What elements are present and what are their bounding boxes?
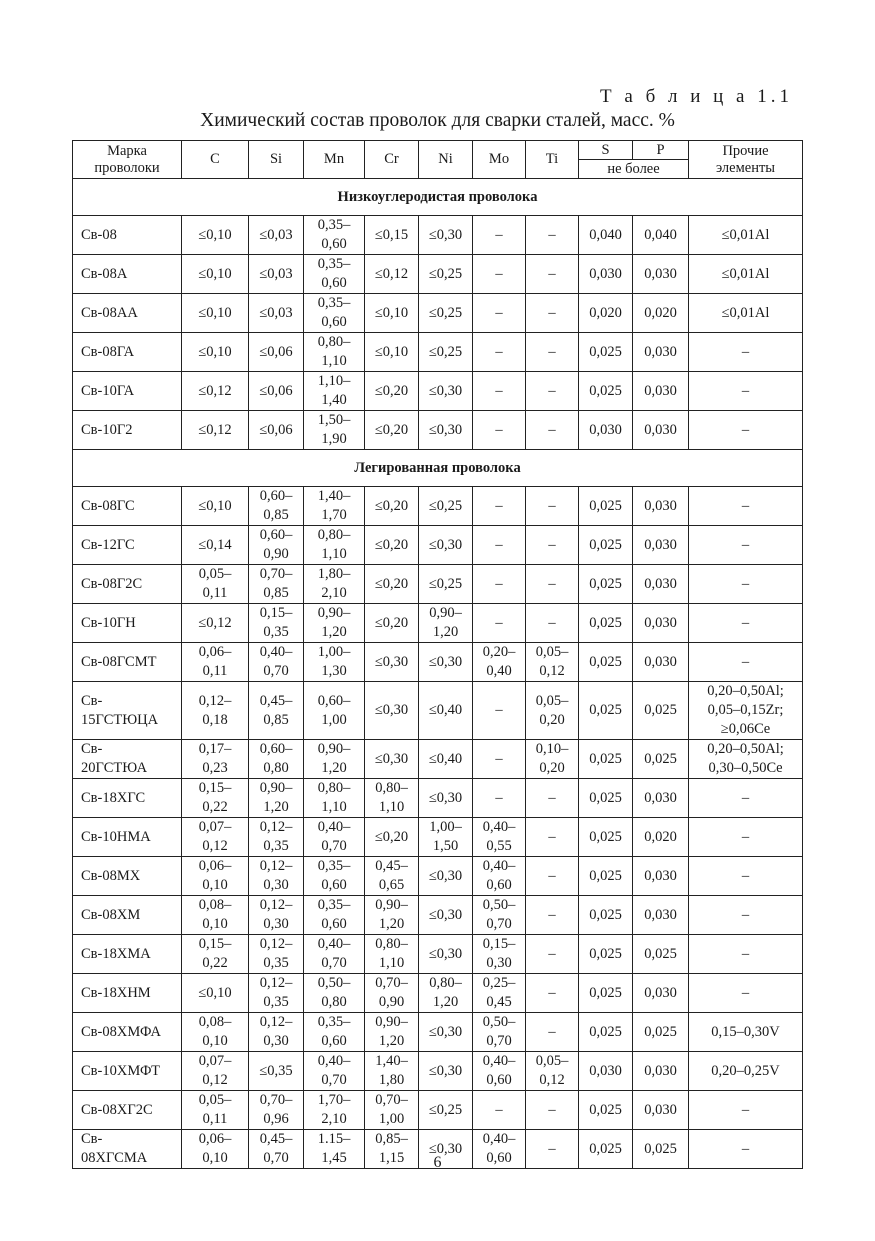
cell-mn: 1,70– 2,10 bbox=[304, 1091, 365, 1130]
cell-mark: Св-10НМА bbox=[73, 818, 182, 857]
table-row bbox=[73, 372, 803, 411]
cell-ni: ≤0,30 bbox=[419, 1052, 473, 1091]
cell-mark: Св-10ГН bbox=[73, 604, 182, 643]
cell-p: 0,025 bbox=[633, 740, 689, 779]
header-mn: Mn bbox=[304, 141, 365, 179]
cell-si: 0,12– 0,35 bbox=[249, 818, 304, 857]
header-mark: Марка проволоки bbox=[73, 141, 182, 179]
cell-cr: 0,80– 1,10 bbox=[365, 779, 419, 818]
cell-p: 0,025 bbox=[633, 682, 689, 740]
table-row bbox=[73, 974, 803, 1013]
cell-si: 0,12– 0,35 bbox=[249, 935, 304, 974]
cell-other: – bbox=[689, 604, 803, 643]
cell-ti: – bbox=[526, 896, 579, 935]
cell-si: ≤0,03 bbox=[249, 294, 304, 333]
cell-ti: – bbox=[526, 333, 579, 372]
cell-cr: ≤0,30 bbox=[365, 740, 419, 779]
cell-mn: 0,40– 0,70 bbox=[304, 1052, 365, 1091]
cell-s: 0,020 bbox=[579, 294, 633, 333]
cell-ni: ≤0,30 bbox=[419, 411, 473, 450]
cell-cr: ≤0,20 bbox=[365, 526, 419, 565]
cell-cr: ≤0,20 bbox=[365, 411, 419, 450]
header-sp-note: не более bbox=[579, 160, 689, 179]
cell-mark: Св-08Г2С bbox=[73, 565, 182, 604]
cell-s: 0,025 bbox=[579, 818, 633, 857]
cell-ti: – bbox=[526, 818, 579, 857]
cell-mo: – bbox=[473, 1091, 526, 1130]
cell-c: 0,15– 0,22 bbox=[182, 935, 249, 974]
cell-p: 0,030 bbox=[633, 526, 689, 565]
cell-ti: – bbox=[526, 565, 579, 604]
cell-ti: – bbox=[526, 857, 579, 896]
section-title: Легированная проволока bbox=[73, 450, 803, 487]
cell-si: 0,12– 0,35 bbox=[249, 974, 304, 1013]
cell-ni: ≤0,30 bbox=[419, 935, 473, 974]
section-title: Низкоуглеродистая проволока bbox=[73, 179, 803, 216]
cell-ni: 1,00– 1,50 bbox=[419, 818, 473, 857]
cell-si: 0,40– 0,70 bbox=[249, 643, 304, 682]
cell-mn: 0,40– 0,70 bbox=[304, 818, 365, 857]
cell-other: – bbox=[689, 896, 803, 935]
table-row bbox=[73, 216, 803, 255]
cell-si: 0,12– 0,30 bbox=[249, 896, 304, 935]
cell-p: 0,030 bbox=[633, 604, 689, 643]
cell-cr: ≤0,20 bbox=[365, 565, 419, 604]
cell-mo: – bbox=[473, 740, 526, 779]
cell-p: 0,020 bbox=[633, 818, 689, 857]
cell-other: – bbox=[689, 643, 803, 682]
cell-mo: 0,15– 0,30 bbox=[473, 935, 526, 974]
cell-cr: 0,90– 1,20 bbox=[365, 1013, 419, 1052]
cell-mn: 0,90– 1,20 bbox=[304, 604, 365, 643]
cell-mn: 0,90– 1,20 bbox=[304, 740, 365, 779]
cell-c: 0,06– 0,10 bbox=[182, 1130, 249, 1169]
cell-mn: 0,35– 0,60 bbox=[304, 294, 365, 333]
cell-mo: 0,40– 0,60 bbox=[473, 1052, 526, 1091]
cell-s: 0,025 bbox=[579, 643, 633, 682]
cell-mo: 0,40– 0,55 bbox=[473, 818, 526, 857]
cell-mo: – bbox=[473, 682, 526, 740]
cell-mn: 1,80– 2,10 bbox=[304, 565, 365, 604]
cell-other: – bbox=[689, 487, 803, 526]
table-row bbox=[73, 411, 803, 450]
cell-c: 0,07– 0,12 bbox=[182, 818, 249, 857]
cell-mark: Св- 15ГСТЮЦА bbox=[73, 682, 182, 740]
cell-other: 0,20–0,50Al; 0,30–0,50Ce bbox=[689, 740, 803, 779]
cell-mo: – bbox=[473, 604, 526, 643]
cell-c: ≤0,10 bbox=[182, 216, 249, 255]
cell-s: 0,025 bbox=[579, 372, 633, 411]
table-row bbox=[73, 935, 803, 974]
cell-s: 0,025 bbox=[579, 565, 633, 604]
cell-cr: ≤0,20 bbox=[365, 372, 419, 411]
cell-s: 0,025 bbox=[579, 896, 633, 935]
cell-mark: Св-08 bbox=[73, 216, 182, 255]
cell-mark: Св-08МХ bbox=[73, 857, 182, 896]
cell-mo: 0,40– 0,60 bbox=[473, 1130, 526, 1169]
cell-mn: 0,35– 0,60 bbox=[304, 857, 365, 896]
cell-other: ≤0,01Al bbox=[689, 255, 803, 294]
cell-ti: 0,05– 0,12 bbox=[526, 643, 579, 682]
cell-mo: 0,25– 0,45 bbox=[473, 974, 526, 1013]
cell-si: ≤0,35 bbox=[249, 1052, 304, 1091]
cell-mo: – bbox=[473, 487, 526, 526]
cell-cr: 0,80– 1,10 bbox=[365, 935, 419, 974]
section-row bbox=[73, 450, 803, 487]
cell-p: 0,030 bbox=[633, 857, 689, 896]
cell-mark: Св-08ГСМТ bbox=[73, 643, 182, 682]
cell-p: 0,030 bbox=[633, 779, 689, 818]
cell-p: 0,040 bbox=[633, 216, 689, 255]
cell-s: 0,025 bbox=[579, 333, 633, 372]
cell-other: – bbox=[689, 565, 803, 604]
table-row bbox=[73, 255, 803, 294]
cell-ni: ≤0,25 bbox=[419, 333, 473, 372]
cell-mark: Св-10Г2 bbox=[73, 411, 182, 450]
cell-cr: ≤0,12 bbox=[365, 255, 419, 294]
table-row bbox=[73, 333, 803, 372]
cell-mark: Св-12ГС bbox=[73, 526, 182, 565]
cell-other: – bbox=[689, 411, 803, 450]
cell-mark: Св-10ХМФТ bbox=[73, 1052, 182, 1091]
cell-ni: ≤0,30 bbox=[419, 372, 473, 411]
cell-mo: 0,50– 0,70 bbox=[473, 896, 526, 935]
cell-cr: 0,70– 0,90 bbox=[365, 974, 419, 1013]
cell-s: 0,025 bbox=[579, 935, 633, 974]
cell-mn: 0,80– 1,10 bbox=[304, 779, 365, 818]
cell-mark: Св-08ХМ bbox=[73, 896, 182, 935]
cell-ti: 0,05– 0,12 bbox=[526, 1052, 579, 1091]
cell-cr: ≤0,10 bbox=[365, 333, 419, 372]
cell-s: 0,040 bbox=[579, 216, 633, 255]
cell-c: ≤0,12 bbox=[182, 372, 249, 411]
cell-p: 0,030 bbox=[633, 255, 689, 294]
header-si: Si bbox=[249, 141, 304, 179]
cell-ni: ≤0,40 bbox=[419, 740, 473, 779]
cell-ti: – bbox=[526, 294, 579, 333]
cell-p: 0,030 bbox=[633, 333, 689, 372]
cell-c: 0,06– 0,10 bbox=[182, 857, 249, 896]
cell-mark: Св-18ХНМ bbox=[73, 974, 182, 1013]
cell-mo: – bbox=[473, 526, 526, 565]
cell-c: ≤0,10 bbox=[182, 255, 249, 294]
cell-cr: ≤0,30 bbox=[365, 682, 419, 740]
cell-mn: 0,60– 1,00 bbox=[304, 682, 365, 740]
cell-p: 0,030 bbox=[633, 1091, 689, 1130]
cell-other: – bbox=[689, 818, 803, 857]
cell-c: 0,06– 0,11 bbox=[182, 643, 249, 682]
cell-cr: 0,90– 1,20 bbox=[365, 896, 419, 935]
cell-si: 0,12– 0,30 bbox=[249, 857, 304, 896]
cell-ni: ≤0,30 bbox=[419, 779, 473, 818]
cell-s: 0,030 bbox=[579, 411, 633, 450]
cell-si: ≤0,03 bbox=[249, 255, 304, 294]
cell-p: 0,020 bbox=[633, 294, 689, 333]
cell-s: 0,025 bbox=[579, 604, 633, 643]
table-row bbox=[73, 1052, 803, 1091]
cell-ni: ≤0,30 bbox=[419, 643, 473, 682]
cell-mark: Св-08ХГ2С bbox=[73, 1091, 182, 1130]
header-s: S bbox=[579, 141, 633, 160]
cell-ti: 0,10– 0,20 bbox=[526, 740, 579, 779]
cell-si: 0,12– 0,30 bbox=[249, 1013, 304, 1052]
cell-ti: – bbox=[526, 526, 579, 565]
cell-si: 0,60– 0,90 bbox=[249, 526, 304, 565]
table-row bbox=[73, 565, 803, 604]
cell-mo: – bbox=[473, 333, 526, 372]
cell-ti: – bbox=[526, 487, 579, 526]
cell-s: 0,025 bbox=[579, 974, 633, 1013]
cell-mn: 1,50– 1,90 bbox=[304, 411, 365, 450]
cell-other: – bbox=[689, 974, 803, 1013]
cell-si: 0,45– 0,70 bbox=[249, 1130, 304, 1169]
table-row bbox=[73, 604, 803, 643]
cell-ti: – bbox=[526, 935, 579, 974]
cell-c: ≤0,10 bbox=[182, 294, 249, 333]
cell-p: 0,025 bbox=[633, 1130, 689, 1169]
cell-ti: – bbox=[526, 411, 579, 450]
header-cr: Cr bbox=[365, 141, 419, 179]
page-number: 6 bbox=[433, 1154, 442, 1171]
cell-ni: ≤0,30 bbox=[419, 1013, 473, 1052]
cell-mn: 0,35– 0,60 bbox=[304, 216, 365, 255]
cell-cr: ≤0,10 bbox=[365, 294, 419, 333]
cell-p: 0,030 bbox=[633, 565, 689, 604]
table-row bbox=[73, 740, 803, 779]
cell-mn: 1.15– 1,45 bbox=[304, 1130, 365, 1169]
cell-c: 0,07– 0,12 bbox=[182, 1052, 249, 1091]
cell-mo: 0,40– 0,60 bbox=[473, 857, 526, 896]
cell-ni: ≤0,40 bbox=[419, 682, 473, 740]
cell-cr: 1,40– 1,80 bbox=[365, 1052, 419, 1091]
cell-mn: 0,80– 1,10 bbox=[304, 333, 365, 372]
cell-mark: Св-08ГА bbox=[73, 333, 182, 372]
cell-cr: ≤0,20 bbox=[365, 604, 419, 643]
cell-other: – bbox=[689, 857, 803, 896]
cell-ni: ≤0,25 bbox=[419, 487, 473, 526]
cell-si: 0,60– 0,85 bbox=[249, 487, 304, 526]
cell-ti: – bbox=[526, 1091, 579, 1130]
cell-other: 0,20–0,25V bbox=[689, 1052, 803, 1091]
cell-mo: – bbox=[473, 779, 526, 818]
table-row bbox=[73, 1013, 803, 1052]
cell-s: 0,025 bbox=[579, 1130, 633, 1169]
cell-ni: ≤0,30 bbox=[419, 216, 473, 255]
cell-cr: 0,70– 1,00 bbox=[365, 1091, 419, 1130]
cell-c: ≤0,10 bbox=[182, 487, 249, 526]
cell-ti: 0,05– 0,20 bbox=[526, 682, 579, 740]
cell-si: 0,90– 1,20 bbox=[249, 779, 304, 818]
table-row bbox=[73, 857, 803, 896]
cell-s: 0,025 bbox=[579, 526, 633, 565]
cell-mo: 0,20– 0,40 bbox=[473, 643, 526, 682]
cell-mn: 0,50– 0,80 bbox=[304, 974, 365, 1013]
cell-mn: 1,40– 1,70 bbox=[304, 487, 365, 526]
cell-p: 0,030 bbox=[633, 643, 689, 682]
header-ti: Ti bbox=[526, 141, 579, 179]
cell-mark: Св-08АА bbox=[73, 294, 182, 333]
cell-mo: 0,50– 0,70 bbox=[473, 1013, 526, 1052]
cell-ti: – bbox=[526, 255, 579, 294]
cell-mark: Св-08ГС bbox=[73, 487, 182, 526]
cell-ti: – bbox=[526, 1130, 579, 1169]
table-row bbox=[73, 487, 803, 526]
cell-p: 0,025 bbox=[633, 935, 689, 974]
cell-ni: ≤0,30 bbox=[419, 896, 473, 935]
cell-s: 0,025 bbox=[579, 740, 633, 779]
cell-cr: ≤0,20 bbox=[365, 818, 419, 857]
cell-ni: ≤0,30 bbox=[419, 1130, 473, 1169]
cell-si: 0,70– 0,96 bbox=[249, 1091, 304, 1130]
cell-ni: 0,90– 1,20 bbox=[419, 604, 473, 643]
header-ni: Ni bbox=[419, 141, 473, 179]
header-c: C bbox=[182, 141, 249, 179]
table-row bbox=[73, 643, 803, 682]
cell-c: 0,05– 0,11 bbox=[182, 565, 249, 604]
cell-mn: 0,35– 0,60 bbox=[304, 255, 365, 294]
cell-p: 0,030 bbox=[633, 411, 689, 450]
cell-s: 0,025 bbox=[579, 779, 633, 818]
header-row bbox=[73, 141, 803, 160]
cell-mo: – bbox=[473, 294, 526, 333]
cell-ni: ≤0,25 bbox=[419, 255, 473, 294]
cell-p: 0,030 bbox=[633, 372, 689, 411]
cell-ni: ≤0,30 bbox=[419, 526, 473, 565]
cell-c: 0,08– 0,10 bbox=[182, 896, 249, 935]
cell-si: ≤0,06 bbox=[249, 333, 304, 372]
table-number: Т а б л и ц а 1.1 bbox=[600, 86, 793, 107]
cell-c: 0,12– 0,18 bbox=[182, 682, 249, 740]
table-row bbox=[73, 896, 803, 935]
cell-si: 0,70– 0,85 bbox=[249, 565, 304, 604]
table-row bbox=[73, 526, 803, 565]
cell-c: ≤0,14 bbox=[182, 526, 249, 565]
cell-mn: 0,80– 1,10 bbox=[304, 526, 365, 565]
table-row bbox=[73, 779, 803, 818]
table-row bbox=[73, 818, 803, 857]
cell-other: 0,20–0,50Al; 0,05–0,15Zr; ≥0,06Ce bbox=[689, 682, 803, 740]
cell-si: 0,60– 0,80 bbox=[249, 740, 304, 779]
header-mo: Mo bbox=[473, 141, 526, 179]
cell-ti: – bbox=[526, 604, 579, 643]
cell-other: – bbox=[689, 1091, 803, 1130]
cell-ti: – bbox=[526, 372, 579, 411]
cell-ni: ≤0,25 bbox=[419, 1091, 473, 1130]
cell-ti: – bbox=[526, 779, 579, 818]
cell-mark: Св- 08ХГСМА bbox=[73, 1130, 182, 1169]
cell-si: ≤0,03 bbox=[249, 216, 304, 255]
cell-s: 0,025 bbox=[579, 1013, 633, 1052]
cell-s: 0,030 bbox=[579, 255, 633, 294]
cell-ti: – bbox=[526, 974, 579, 1013]
cell-mark: Св-18ХМА bbox=[73, 935, 182, 974]
header-p: P bbox=[633, 141, 689, 160]
cell-cr: 0,45– 0,65 bbox=[365, 857, 419, 896]
table-caption: Химический состав проволок для сварки сталей, масс. % bbox=[200, 110, 675, 131]
cell-mn: 0,40– 0,70 bbox=[304, 935, 365, 974]
cell-s: 0,025 bbox=[579, 1091, 633, 1130]
section-row bbox=[73, 179, 803, 216]
cell-si: ≤0,06 bbox=[249, 411, 304, 450]
cell-s: 0,025 bbox=[579, 857, 633, 896]
cell-other: ≤0,01Al bbox=[689, 216, 803, 255]
cell-cr: ≤0,30 bbox=[365, 643, 419, 682]
cell-mn: 1,10– 1,40 bbox=[304, 372, 365, 411]
cell-c: ≤0,12 bbox=[182, 411, 249, 450]
cell-other: – bbox=[689, 1130, 803, 1169]
cell-ni: ≤0,30 bbox=[419, 857, 473, 896]
cell-si: ≤0,06 bbox=[249, 372, 304, 411]
cell-mn: 1,00– 1,30 bbox=[304, 643, 365, 682]
cell-si: 0,15– 0,35 bbox=[249, 604, 304, 643]
cell-mo: – bbox=[473, 216, 526, 255]
cell-mark: Св-18ХГС bbox=[73, 779, 182, 818]
cell-p: 0,030 bbox=[633, 974, 689, 1013]
cell-c: ≤0,10 bbox=[182, 974, 249, 1013]
cell-mark: Св- 20ГСТЮА bbox=[73, 740, 182, 779]
cell-mark: Св-08ХМФА bbox=[73, 1013, 182, 1052]
cell-cr: ≤0,20 bbox=[365, 487, 419, 526]
cell-p: 0,030 bbox=[633, 896, 689, 935]
cell-p: 0,030 bbox=[633, 1052, 689, 1091]
cell-si: 0,45– 0,85 bbox=[249, 682, 304, 740]
composition-table bbox=[72, 140, 803, 1169]
table-row bbox=[73, 294, 803, 333]
cell-mn: 0,35– 0,60 bbox=[304, 896, 365, 935]
cell-c: 0,08– 0,10 bbox=[182, 1013, 249, 1052]
cell-ti: – bbox=[526, 216, 579, 255]
cell-other: 0,15–0,30V bbox=[689, 1013, 803, 1052]
table-row bbox=[73, 1091, 803, 1130]
cell-other: – bbox=[689, 372, 803, 411]
cell-other: ≤0,01Al bbox=[689, 294, 803, 333]
cell-cr: 0,85– 1,15 bbox=[365, 1130, 419, 1169]
cell-c: 0,15– 0,22 bbox=[182, 779, 249, 818]
cell-p: 0,030 bbox=[633, 487, 689, 526]
cell-mo: – bbox=[473, 372, 526, 411]
cell-c: ≤0,12 bbox=[182, 604, 249, 643]
cell-mo: – bbox=[473, 565, 526, 604]
cell-cr: ≤0,15 bbox=[365, 216, 419, 255]
table-row bbox=[73, 682, 803, 740]
cell-s: 0,025 bbox=[579, 487, 633, 526]
cell-mo: – bbox=[473, 411, 526, 450]
cell-mark: Св-08А bbox=[73, 255, 182, 294]
cell-mn: 0,35– 0,60 bbox=[304, 1013, 365, 1052]
cell-other: – bbox=[689, 526, 803, 565]
cell-c: 0,05– 0,11 bbox=[182, 1091, 249, 1130]
cell-s: 0,030 bbox=[579, 1052, 633, 1091]
cell-ni: ≤0,25 bbox=[419, 565, 473, 604]
cell-other: – bbox=[689, 935, 803, 974]
header-other: Прочие элементы bbox=[689, 141, 803, 179]
cell-ni: ≤0,25 bbox=[419, 294, 473, 333]
cell-c: ≤0,10 bbox=[182, 333, 249, 372]
cell-ti: – bbox=[526, 1013, 579, 1052]
cell-mo: – bbox=[473, 255, 526, 294]
cell-mark: Св-10ГА bbox=[73, 372, 182, 411]
cell-ni: 0,80– 1,20 bbox=[419, 974, 473, 1013]
cell-s: 0,025 bbox=[579, 682, 633, 740]
cell-c: 0,17– 0,23 bbox=[182, 740, 249, 779]
cell-other: – bbox=[689, 779, 803, 818]
cell-p: 0,025 bbox=[633, 1013, 689, 1052]
cell-other: – bbox=[689, 333, 803, 372]
